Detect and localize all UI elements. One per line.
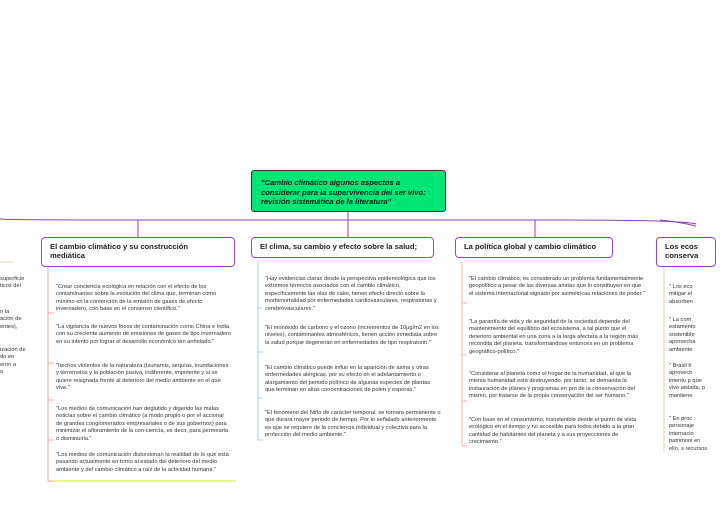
note-politics-1[interactable] — [469, 276, 645, 298]
note-ecosystems-4[interactable] — [669, 416, 708, 453]
note-text: "Hay evidencias claras desde la perspectiva epidemiológica que los extremos térmicos asociados con el cambio climático, específicamente las olas de calor, tienen efecto directo sobre la morbimortalidad por enfermedades cardiovasculares, respiratorias y cerebrovasculares." — [265, 276, 437, 312]
branch-topic-ecosystems[interactable] — [656, 237, 716, 267]
note-text: ización de do en eron a o — [0, 347, 26, 376]
note-media-3[interactable] — [56, 363, 232, 393]
note-left-partial-3[interactable] — [0, 347, 30, 377]
note-text: "Considerar al planeta como el hogar de la humanidad, al que la misma humanidad está destruyendo, por tanto, se demanda la instauración de planes y programas en pro de la conservación del mismo, por tratarse de la propia conservación del ser humano." — [469, 371, 635, 400]
note-text: "Los medios de comunicación distorsionan la realidad de lo que está pasando actualmente en torno al estado del deterioro del medio ambiente y del cambio climático a raíz de la actividad humana." — [56, 452, 229, 473]
note-media-2[interactable] — [56, 324, 232, 346]
note-left-partial-1[interactable] — [0, 276, 30, 291]
note-text: "El monóxido de carbono y el ozono (incrementos de 10μg/m2 en los niveles), contaminantes atmosféricos, tienen acción inmediata sobre la salud porque degeneran en enfermedades de tipo respiratorio." — [265, 325, 439, 346]
note-politics-2[interactable] — [469, 319, 645, 356]
note-media-1[interactable] — [56, 284, 232, 314]
note-text: superficie ticos del — [0, 276, 25, 290]
note-text: "El fenómeno del Niño de carácter temporal, se tornara permanente o que durara mayor periodo de tiempo. Por lo señalado anteriormente es que se requiere de la conciencia individual y colectiva para la protección del medio ambiente." — [265, 410, 441, 439]
central-topic-title: "Cambio climático algunos aspectos a considerar para la supervivencia del ser vivo: revisión sistemática de la literatura" — [261, 178, 426, 207]
branch-topic-title: El cambio climático y su construcción mediática — [50, 242, 188, 261]
note-text: "Con base en el consumismo, insostenible desde el punto de vista ecológico en el tiempo y no accesible para todos debido a la gran cantidad de habitantes del planeta y a sus proyecciones de crecimiento." — [469, 417, 637, 446]
note-media-4[interactable] — [56, 406, 232, 443]
central-topic[interactable] — [251, 170, 446, 212]
note-text: "hechos violentos de la naturaleza (tsunamis, sequías, inundaciones y terremotos y la población pasiva, indiferente, impotente y si se quiere resignada frente al deterioro del medio ambiente en el que vive." — [56, 363, 229, 392]
note-text: " En proc personaje internacio patrimoni en ello, s recursos — [669, 416, 708, 452]
branch-topic-health[interactable] — [251, 237, 434, 258]
branch-topic-politics[interactable] — [455, 237, 613, 258]
note-health-2[interactable] — [265, 325, 441, 347]
branch-topic-media[interactable] — [41, 237, 235, 267]
note-text: "El cambio climático, es considerado un problema fundamentalmente geopolítico a pesar de las diversas aristas que lo constituyen en que el sistema internacional signado por asimétricas relaciones de poder." — [469, 276, 645, 297]
branch-topic-title: El clima, su cambio y efecto sobre la salud; — [260, 242, 417, 251]
note-media-5[interactable] — [56, 452, 232, 474]
branch-topic-title: La política global y cambio climático — [464, 242, 597, 251]
note-text: "El cambio climático puede influir en la aparición de asma y otras enfermedades alérgicas, por su efecto en el adelantamiento o alargamiento del periodo polínico de algunas especies de plantas que terminan en altas concentraciones de polen y esporas." — [265, 365, 431, 394]
note-text: "La garantía de vida y de seguridad de la sociedad depende del mantenimiento del equilibrio del ecosistema, a tal punto que el deterioro ambiental en una zona a la larga afectara a la región más recóndita del planeta, transformándose entonces en un problema geográfico-político." — [469, 319, 639, 355]
note-politics-4[interactable] — [469, 417, 645, 447]
note-politics-3[interactable] — [469, 371, 645, 401]
branch-topic-title: Los ecos conserva — [665, 242, 699, 261]
note-text: "Los medios de comunicación han deglutido y digerido las malas noticias sobre el cambio climático (a modo propio o por el accionar de grandes conglomerados empresariales o de sus gobiernos) para minimizar el afloramiento de la con-ciencia, es decir, para permearla o disminuirla." — [56, 406, 228, 442]
note-left-partial-2[interactable] — [0, 309, 30, 331]
note-ecosystems-3[interactable] — [669, 363, 706, 400]
note-health-4[interactable] — [265, 410, 441, 440]
note-text: "Crear conciencia ecológica en relación con el efecto de los contaminantes sobre la evolución del clima que, terminan como mínimo en la contención de la emisión de gases de efecto invernadero, con base en el consenso científico." — [56, 284, 217, 313]
note-health-3[interactable] — [265, 365, 441, 395]
note-text: " Los eco mitigar el absorben — [669, 284, 693, 305]
note-text: " Brasil ti aprovech intento p que vive aislada, p mantiene — [669, 363, 706, 399]
note-ecosystems-1[interactable] — [669, 284, 696, 306]
note-text: "La vigilancia de nuevos focos de contaminación como China e India con su creciente aumento de emisiones de gases de tipo invernadero en su intento por lograr el desarrollo económico tan anhelado." — [56, 324, 232, 345]
note-ecosystems-2[interactable] — [669, 317, 696, 354]
note-text: n la ación de entes), — [0, 309, 22, 330]
note-health-1[interactable] — [265, 276, 441, 313]
note-text: " La com estamento sostenible aprovecha ambiente — [669, 317, 696, 353]
